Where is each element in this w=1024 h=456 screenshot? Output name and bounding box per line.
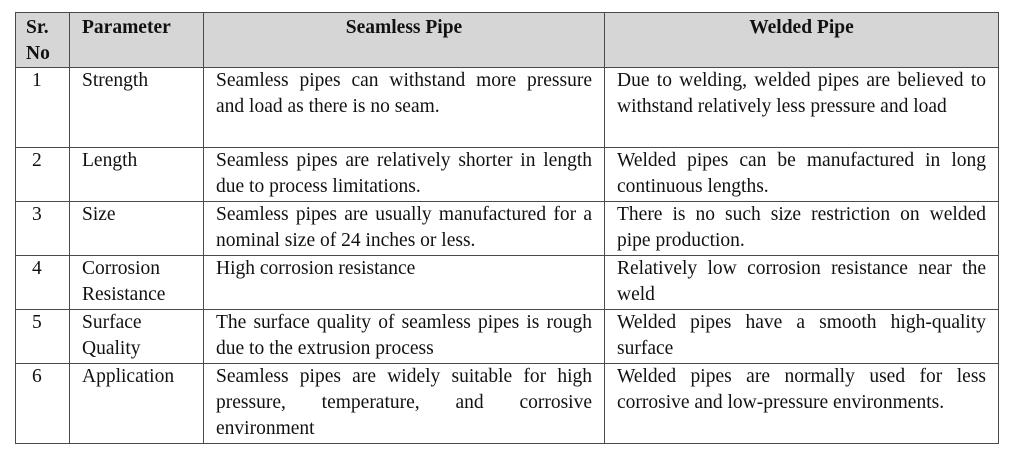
cell-sr-no: 5 (16, 310, 70, 364)
header-welded-pipe: Welded Pipe (605, 13, 999, 68)
cell-seamless: The surface quality of seamless pipes is rough due to the extrusion process (204, 310, 605, 364)
cell-seamless: High corrosion resistance (204, 256, 605, 310)
cell-seamless: Seamless pipes can withstand more pressure and load as there is no seam. (204, 68, 605, 148)
cell-sr-no: 6 (16, 364, 70, 444)
cell-welded: Relatively low corrosion resistance near the weld (605, 256, 999, 310)
cell-welded: Welded pipes have a smooth high-quality surface (605, 310, 999, 364)
cell-sr-no: 2 (16, 148, 70, 202)
header-seamless-pipe: Seamless Pipe (204, 13, 605, 68)
comparison-table (15, 12, 999, 444)
cell-sr-no: 4 (16, 256, 70, 310)
cell-welded: There is no such size restriction on welded pipe production. (605, 202, 999, 256)
cell-welded: Welded pipes can be manufactured in long continuous lengths. (605, 148, 999, 202)
cell-welded: Welded pipes are normally used for less corrosive and low-pressure environments. (605, 364, 999, 444)
table-row (16, 148, 999, 202)
cell-welded: Due to welding, welded pipes are believed to withstand relatively less pressure and load (605, 68, 999, 148)
cell-parameter: Application (70, 364, 204, 444)
header-sr-no-label: Sr. No (26, 17, 50, 64)
table-row (16, 202, 999, 256)
table-row (16, 310, 999, 364)
header-parameter: Parameter (70, 13, 204, 68)
table-body (16, 68, 999, 444)
cell-parameter: Size (70, 202, 204, 256)
header-row (16, 13, 999, 68)
table-header (16, 13, 999, 68)
cell-parameter: Length (70, 148, 204, 202)
cell-seamless: Seamless pipes are relatively shorter in length due to process limitations. (204, 148, 605, 202)
table-row (16, 68, 999, 148)
cell-sr-no: 1 (16, 68, 70, 148)
cell-parameter: Strength (70, 68, 204, 148)
cell-sr-no: 3 (16, 202, 70, 256)
cell-parameter: Surface Quality (70, 310, 204, 364)
header-sr-no (16, 13, 70, 68)
cell-seamless: Seamless pipes are usually manufactured for a nominal size of 24 inches or less. (204, 202, 605, 256)
cell-parameter: Corrosion Resistance (70, 256, 204, 310)
cell-seamless: Seamless pipes are widely suitable for high pressure, temperature, and corrosive environment (204, 364, 605, 444)
table-row (16, 364, 999, 444)
table-row (16, 256, 999, 310)
